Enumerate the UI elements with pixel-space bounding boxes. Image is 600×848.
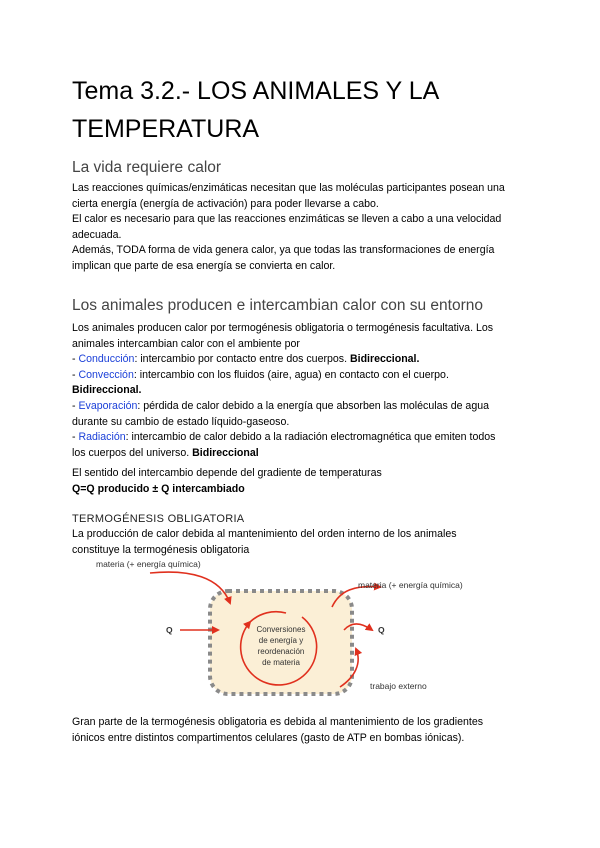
section-heading-thermogenesis: TERMOGÉNESIS OBLIGATORIA: [72, 513, 245, 525]
text-line: Las reacciones químicas/enzimáticas necesitan que las moléculas participantes posean una: [72, 182, 505, 194]
section2-paragraph: [72, 321, 534, 461]
section3-paragraph: [72, 527, 534, 558]
list-item-radiacion: [72, 430, 534, 446]
term-description: : pérdida de calor debido a la energía que absorben las moléculas de agua: [137, 399, 489, 412]
text-line: animales intercambian calor con el ambiente por: [72, 337, 300, 350]
bold-label: Bidireccional.: [349, 353, 420, 366]
term-conduccion: Conducción: [78, 353, 135, 366]
text-line: Los animales producen calor por termogénesis obligatoria o termogénesis facultativa. Los: [72, 322, 494, 334]
bullet: -: [72, 431, 79, 444]
list-item-conduccion: [72, 352, 534, 368]
term-radiacion: Radiación: [78, 431, 126, 444]
label-q-in: Q: [166, 625, 173, 635]
text-line: La producción de calor debida al mantenimiento del orden interno de los animales: [72, 528, 457, 540]
center-label-line: de energía y: [258, 636, 304, 645]
text-line: adecuada.: [72, 228, 122, 241]
text-line: El sentido del intercambio depende del gradiente de temperaturas: [72, 467, 382, 479]
text-line: durante su cambio de estado líquido-gaseoso.: [72, 415, 290, 428]
text-line: iónicos entre distintos compartimentos celulares (gasto de ATP en bombas iónicas).: [72, 731, 465, 744]
text-line: cierta energía (energía de activación) para poder llevarse a cabo.: [72, 197, 379, 210]
term-evaporacion: Evaporación: [78, 399, 138, 412]
text-line: implican que parte de esa energía se convierta en calor.: [72, 259, 336, 272]
label-matter-in: materia (+ energía química): [96, 559, 201, 569]
section1-paragraph: [72, 181, 534, 275]
thermogenesis-diagram: [90, 555, 510, 705]
term-description: : intercambio por contacto entre dos cuerpos.: [134, 353, 350, 366]
center-label-line: de materia: [262, 658, 300, 667]
bullet: -: [72, 353, 79, 366]
center-label-line: Conversiones: [256, 625, 306, 634]
bullet: -: [72, 399, 79, 412]
term-conveccion: Convección: [78, 368, 134, 381]
section-heading-life-needs-heat: La vida requiere calor: [72, 159, 222, 176]
label-matter-out: materia (+ energía química): [358, 580, 463, 590]
term-description: los cuerpos del universo.: [72, 446, 193, 459]
text-line: constituye la termogénesis obligatoria: [72, 543, 250, 556]
center-label-line: reordenación: [257, 647, 305, 656]
bold-label: Bidireccional: [192, 446, 259, 459]
bold-label: Bidireccional.: [72, 384, 142, 397]
section-heading-heat-exchange: Los animales producen e intercambian calor con su entorno: [72, 297, 483, 314]
label-q-out: Q: [378, 625, 385, 635]
text-line: Gran parte de la termogénesis obligatoria es debida al mantenimiento de los gradientes: [72, 716, 484, 728]
closing-paragraph: [72, 715, 534, 746]
text-line: [72, 446, 534, 462]
page-title: Tema 3.2.- LOS ANIMALES Y LA TEMPERATURA: [72, 77, 438, 143]
term-description: : intercambio con los fluidos (aire, agua) en contacto con el cuerpo.: [133, 368, 449, 381]
term-description: : intercambio de calor debido a la radiación electromagnética que emiten todos: [125, 431, 496, 444]
bullet: -: [72, 368, 79, 381]
text-line: El calor es necesario para que las reacciones enzimáticas se lleven a cabo a una velocidad: [72, 213, 502, 226]
list-item-evaporacion: [72, 399, 534, 415]
list-item-conveccion: [72, 368, 534, 384]
label-work: trabajo externo: [370, 681, 427, 691]
gradient-paragraph: [72, 466, 534, 497]
text-line: Además, TODA forma de vida genera calor, ya que todas las transformaciones de energía: [72, 244, 495, 257]
formula: Q=Q producido ± Q intercambiado: [72, 482, 245, 495]
